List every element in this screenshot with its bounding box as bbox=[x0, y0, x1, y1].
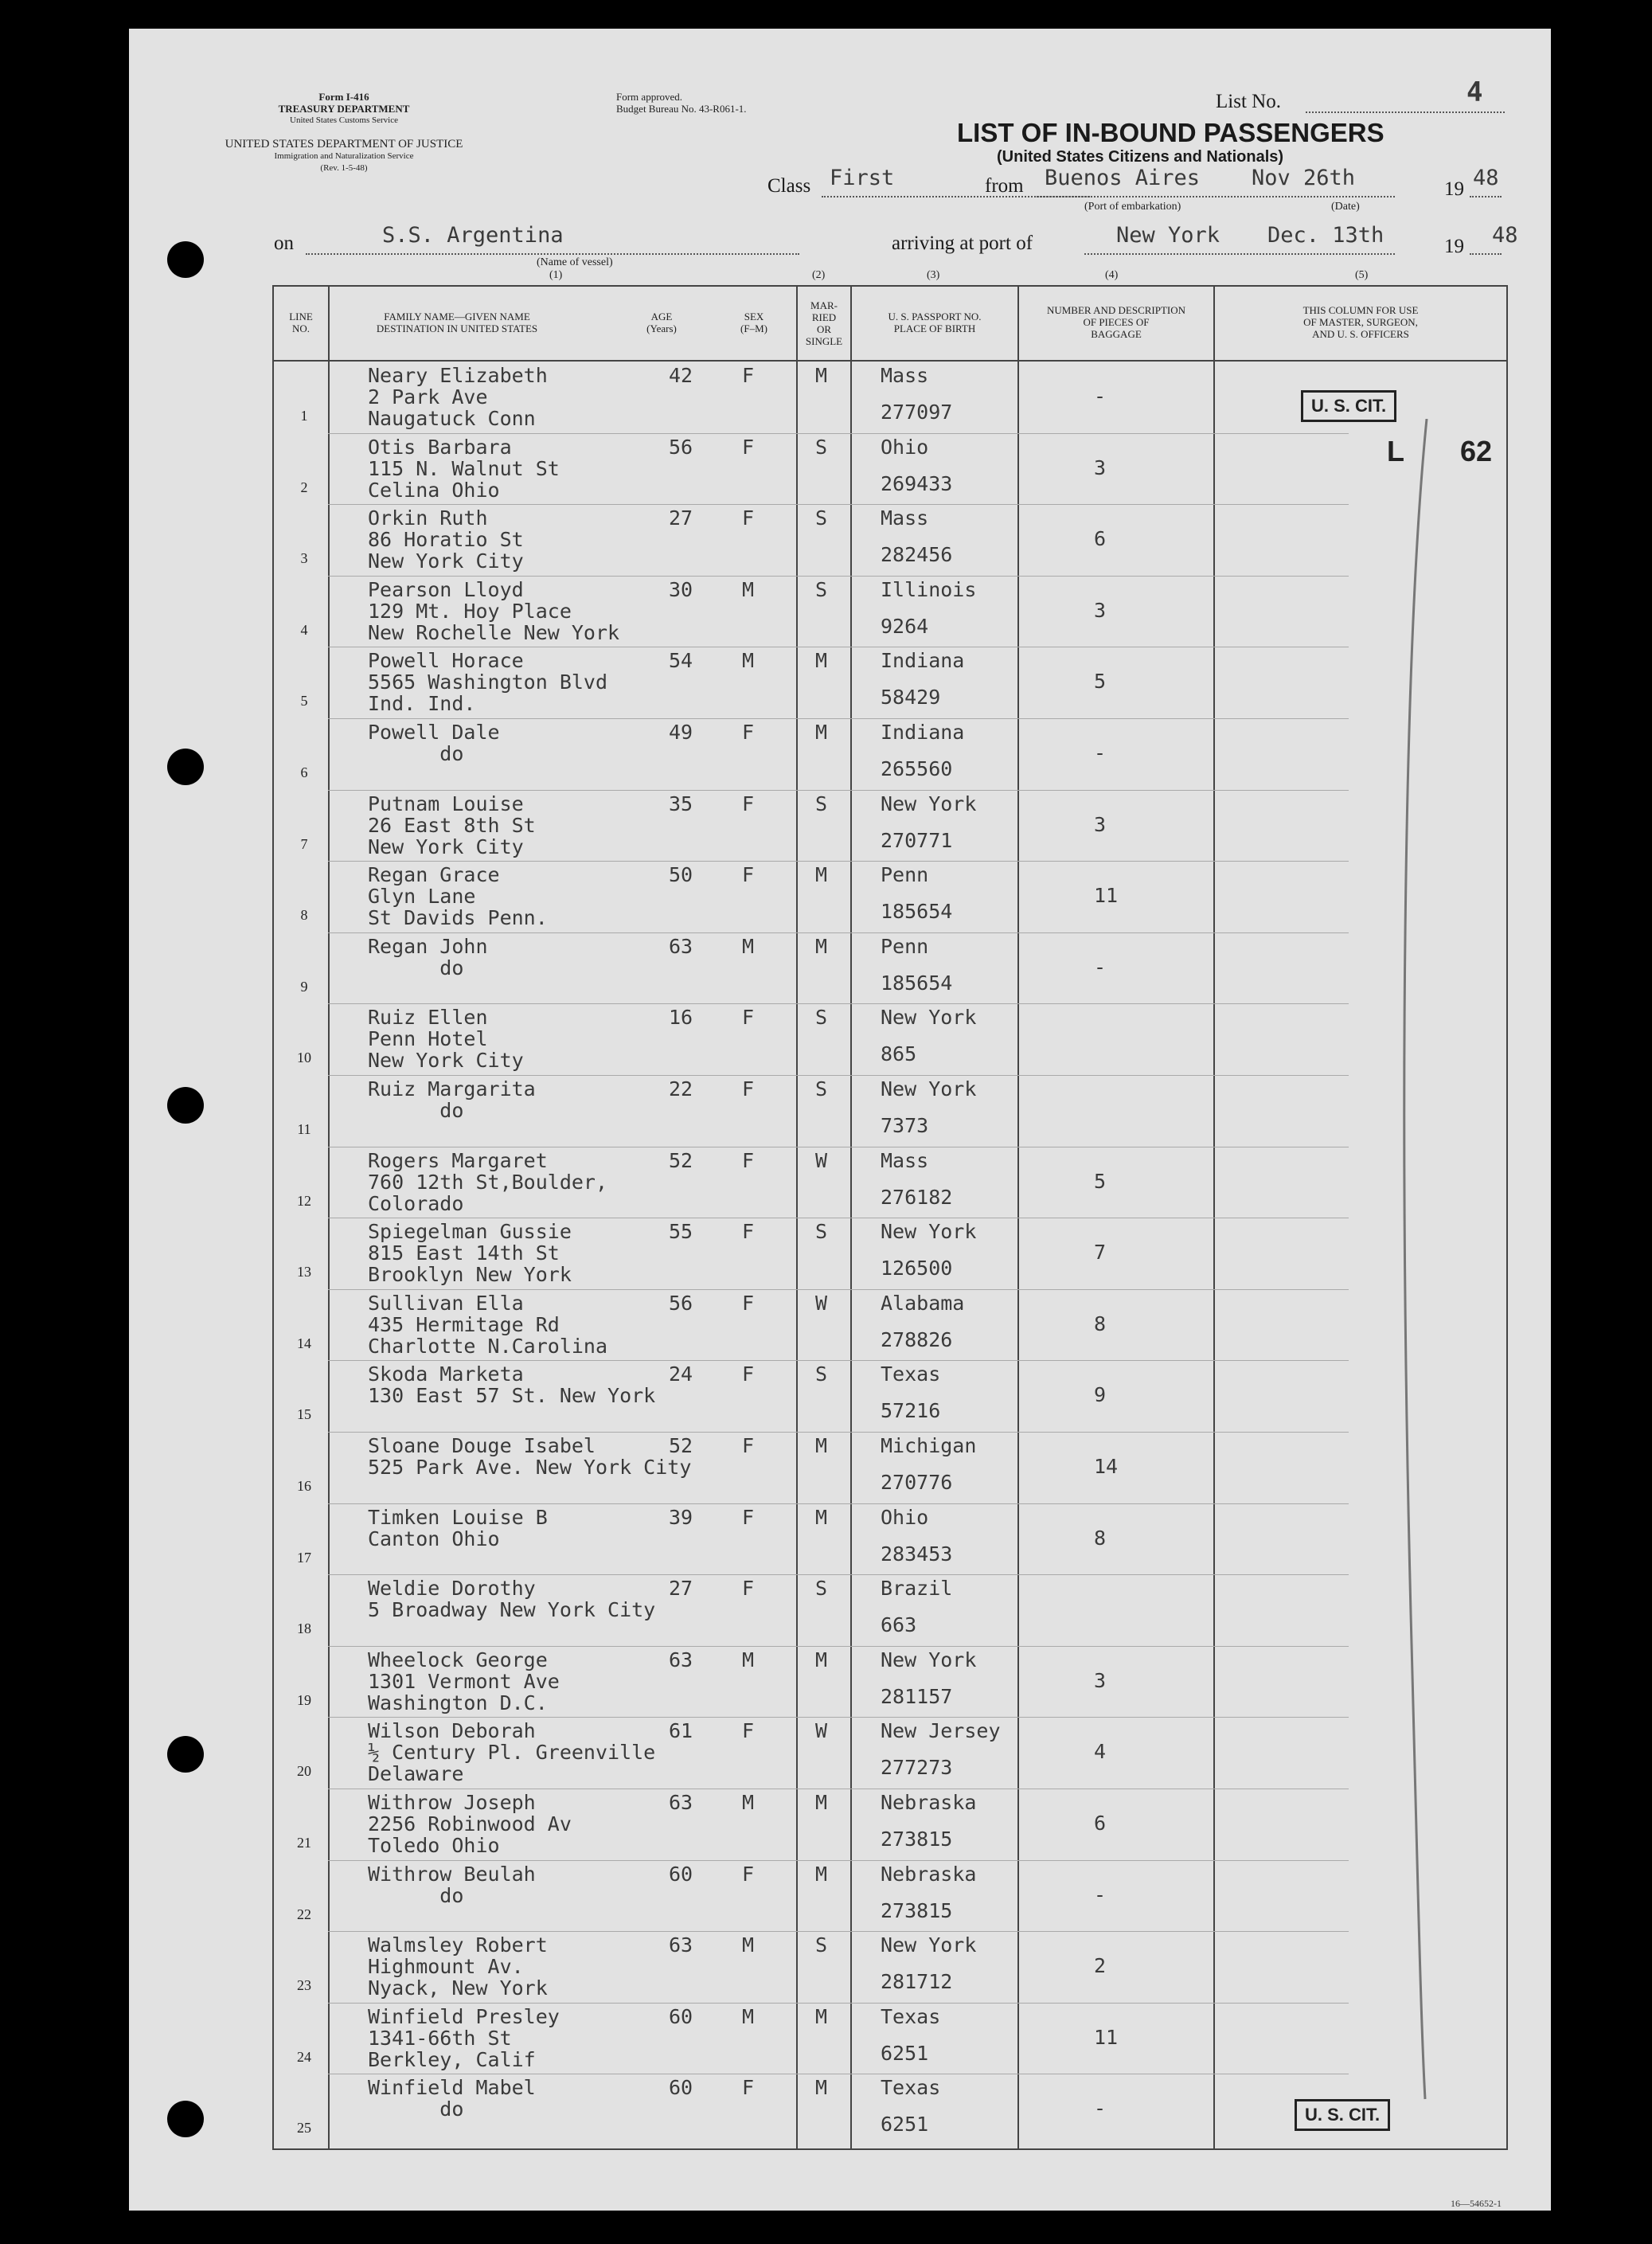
passenger-sex: F bbox=[742, 1434, 755, 1457]
passenger-age: 27 bbox=[669, 1577, 693, 1601]
line-number: 25 bbox=[297, 2120, 311, 2136]
col-header-age: AGE (Years) bbox=[646, 311, 677, 334]
row-divider bbox=[328, 433, 1349, 434]
passport-number: 277273 bbox=[881, 1756, 953, 1780]
passenger-name: Winfield Presley 1341-66th St Berkley, Calif bbox=[368, 2004, 560, 2071]
place-of-birth: Ohio bbox=[881, 1505, 929, 1529]
line-number: 12 bbox=[297, 1192, 311, 1209]
passenger-sex: F bbox=[742, 792, 755, 815]
passenger-age: 52 bbox=[669, 1434, 693, 1457]
stamp-count: 62 bbox=[1460, 435, 1493, 467]
baggage-count: 6 bbox=[1094, 1812, 1107, 1835]
baggage-count: 2 bbox=[1094, 1954, 1107, 1978]
passenger-name: Withrow Beulah do bbox=[368, 1862, 536, 1907]
row-divider bbox=[328, 718, 1349, 719]
line-number: 24 bbox=[297, 2048, 311, 2065]
place-of-birth: Mass bbox=[881, 506, 929, 530]
passenger-age: 56 bbox=[669, 435, 693, 459]
baggage-count: - bbox=[1094, 741, 1107, 764]
col-header-officers: THIS COLUMN FOR USE OF MASTER, SURGEON, AND U. S. OFFICERS bbox=[1302, 304, 1419, 340]
list-no-label: List No. bbox=[1216, 91, 1281, 112]
line-number: 22 bbox=[297, 1906, 311, 1922]
manifest-page bbox=[129, 29, 1551, 2211]
passenger-age: 63 bbox=[669, 1648, 693, 1671]
marital-status: S bbox=[815, 1933, 828, 1957]
place-of-birth: Nebraska bbox=[881, 1862, 977, 1886]
passenger-sex: M bbox=[742, 649, 755, 673]
baggage-count: - bbox=[1094, 385, 1107, 408]
col-header-sex: SEX (F–M) bbox=[740, 311, 767, 334]
passenger-sex: M bbox=[742, 577, 755, 601]
place-of-birth: New York bbox=[881, 1077, 977, 1100]
marital-status: M bbox=[815, 2004, 828, 2028]
passenger-age: 49 bbox=[669, 721, 693, 744]
line-number: 3 bbox=[300, 550, 308, 567]
binder-hole bbox=[167, 2101, 204, 2137]
col-num-3: (3) bbox=[927, 269, 940, 281]
place-of-birth: Penn bbox=[881, 934, 929, 958]
passport-number: 57216 bbox=[881, 1399, 941, 1423]
row-divider bbox=[328, 1432, 1349, 1433]
on-label: on bbox=[274, 233, 294, 254]
passport-number: 283453 bbox=[881, 1542, 953, 1566]
col-header-passport: U. S. PASSPORT NO. PLACE OF BIRTH bbox=[888, 311, 982, 334]
passenger-name: Neary Elizabeth 2 Park Ave Naugatuck Conn bbox=[368, 364, 548, 430]
form-dept: TREASURY DEPARTMENT bbox=[278, 103, 410, 115]
line-number: 10 bbox=[297, 1050, 311, 1066]
passenger-sex: F bbox=[742, 1006, 755, 1030]
passenger-name: Regan Grace Glyn Lane St Davids Penn. bbox=[368, 863, 548, 930]
passenger-sex: M bbox=[742, 1648, 755, 1671]
passenger-name: Orkin Ruth 86 Horatio St New York City bbox=[368, 506, 524, 573]
marital-status: M bbox=[815, 1505, 828, 1529]
col-header-line: LINE NO. bbox=[289, 311, 313, 334]
passenger-age: 61 bbox=[669, 1719, 693, 1743]
place-of-birth: Alabama bbox=[881, 1291, 965, 1315]
baggage-count: 8 bbox=[1094, 1312, 1107, 1335]
passenger-sex: F bbox=[742, 2076, 755, 2100]
marital-status: M bbox=[815, 2076, 828, 2100]
date-caption: (Date) bbox=[1331, 201, 1360, 213]
place-of-birth: Mass bbox=[881, 364, 929, 387]
col-header-married: MAR- RIED OR SINGLE bbox=[805, 299, 843, 347]
form-number: Form I-416 bbox=[318, 91, 369, 103]
passenger-name: Otis Barbara 115 N. Walnut St Celina Ohio bbox=[368, 435, 560, 502]
baggage-count: 5 bbox=[1094, 670, 1107, 694]
binder-hole bbox=[167, 749, 204, 785]
passenger-name: Powell Dale do bbox=[368, 721, 500, 765]
port-embark-caption: (Port of embarkation) bbox=[1084, 201, 1181, 213]
passenger-sex: F bbox=[742, 1077, 755, 1100]
row-divider bbox=[328, 1503, 1349, 1504]
place-of-birth: Texas bbox=[881, 2076, 941, 2100]
row-divider bbox=[328, 1289, 1349, 1290]
line-number: 16 bbox=[297, 1478, 311, 1494]
baggage-count: - bbox=[1094, 1882, 1107, 1906]
passenger-name: Pearson Lloyd 129 Mt. Hoy Place New Rochelle New York bbox=[368, 577, 620, 644]
line-number: 1 bbox=[300, 408, 308, 424]
passenger-age: 60 bbox=[669, 2076, 693, 2100]
place-of-birth: New York bbox=[881, 1648, 977, 1671]
row-divider bbox=[328, 1646, 1349, 1647]
place-of-birth: Penn bbox=[881, 863, 929, 887]
marital-status: S bbox=[815, 577, 828, 601]
line-number: 9 bbox=[300, 978, 308, 995]
line-number: 2 bbox=[300, 479, 308, 495]
passport-number: 281712 bbox=[881, 1970, 953, 1994]
passport-number: 270776 bbox=[881, 1471, 953, 1494]
col-num-5: (5) bbox=[1355, 269, 1369, 281]
marital-status: M bbox=[815, 934, 828, 958]
passenger-age: 24 bbox=[669, 1362, 693, 1386]
form-budget: Budget Bureau No. 43-R061-1. bbox=[616, 103, 747, 115]
passenger-age: 39 bbox=[669, 1505, 693, 1529]
vessel-caption: (Name of vessel) bbox=[537, 256, 613, 268]
passenger-sex: M bbox=[742, 1933, 755, 1957]
line-number: 13 bbox=[297, 1264, 311, 1280]
row-divider bbox=[328, 1931, 1349, 1932]
arrival-port: New York bbox=[1116, 223, 1220, 248]
passenger-name: Spiegelman Gussie 815 East 14th St Brooklyn New York bbox=[368, 1220, 572, 1287]
passenger-age: 63 bbox=[669, 934, 693, 958]
line-number: 6 bbox=[300, 764, 308, 780]
passenger-age: 56 bbox=[669, 1291, 693, 1315]
passport-number: 185654 bbox=[881, 900, 953, 924]
passport-number: 185654 bbox=[881, 971, 953, 995]
line-number: 5 bbox=[300, 693, 308, 710]
list-number: 4 bbox=[1466, 76, 1483, 108]
vessel-name: S.S. Argentina bbox=[382, 223, 564, 248]
arrival-date: Dec. 13th bbox=[1267, 223, 1384, 248]
passenger-sex: F bbox=[742, 1148, 755, 1172]
passenger-age: 42 bbox=[669, 364, 693, 387]
passenger-name: Sullivan Ella 435 Hermitage Rd Charlotte N.Carolina bbox=[368, 1291, 608, 1358]
baggage-count: 11 bbox=[1094, 2025, 1119, 2049]
baggage-count: 3 bbox=[1094, 598, 1107, 622]
passport-number: 126500 bbox=[881, 1257, 953, 1280]
passenger-name: Winfield Mabel do bbox=[368, 2076, 536, 2121]
line-number: 4 bbox=[300, 621, 308, 638]
passenger-name: Ruiz Ellen Penn Hotel New York City bbox=[368, 1006, 524, 1073]
passenger-age: 54 bbox=[669, 649, 693, 673]
col-num-4: (4) bbox=[1105, 269, 1119, 281]
marital-status: M bbox=[815, 364, 828, 387]
place-of-birth: Brazil bbox=[881, 1577, 953, 1601]
form-customs: United States Customs Service bbox=[290, 115, 398, 125]
col-num-2: (2) bbox=[812, 269, 826, 281]
passenger-age: 50 bbox=[669, 863, 693, 887]
passenger-name: Putnam Louise 26 East 8th St New York City bbox=[368, 792, 536, 858]
line-number: 19 bbox=[297, 1691, 311, 1708]
form-ins: Immigration and Naturalization Service bbox=[274, 151, 414, 161]
baggage-count: 9 bbox=[1094, 1383, 1107, 1407]
passenger-age: 16 bbox=[669, 1006, 693, 1030]
passenger-sex: F bbox=[742, 506, 755, 530]
arrival-year: 48 bbox=[1492, 223, 1518, 248]
baggage-count: - bbox=[1094, 2097, 1107, 2121]
passenger-name: Weldie Dorothy 5 Broadway New York City bbox=[368, 1577, 656, 1622]
passenger-sex: F bbox=[742, 1220, 755, 1244]
passenger-age: 63 bbox=[669, 1933, 693, 1957]
passport-number: 269433 bbox=[881, 471, 953, 495]
row-divider bbox=[328, 1360, 1349, 1361]
passport-number: 273815 bbox=[881, 1898, 953, 1922]
place-of-birth: Texas bbox=[881, 2004, 941, 2028]
passport-number: 663 bbox=[881, 1613, 917, 1637]
class-value: First bbox=[830, 166, 895, 190]
passenger-name: Withrow Joseph 2256 Robinwood Av Toledo Ohio bbox=[368, 1791, 572, 1857]
passport-number: 6251 bbox=[881, 2113, 929, 2136]
row-divider bbox=[328, 1717, 1349, 1718]
marital-status: S bbox=[815, 435, 828, 459]
marital-status: M bbox=[815, 1791, 828, 1814]
year-prefix-2: 19 bbox=[1444, 236, 1464, 257]
passport-number: 265560 bbox=[881, 757, 953, 780]
row-divider bbox=[328, 2003, 1349, 2004]
passenger-name: Timken Louise B Canton Ohio bbox=[368, 1505, 548, 1550]
passenger-name: Regan John do bbox=[368, 934, 488, 979]
passenger-name: Powell Horace 5565 Washington Blvd Ind. Ind. bbox=[368, 649, 608, 716]
col-header-baggage: NUMBER AND DESCRIPTION OF PIECES OF BAGGAGE bbox=[1046, 304, 1186, 340]
passenger-sex: M bbox=[742, 2004, 755, 2028]
passenger-sex: F bbox=[742, 1362, 755, 1386]
marital-status: M bbox=[815, 1648, 828, 1671]
marital-status: S bbox=[815, 1006, 828, 1030]
form-justice-block bbox=[177, 139, 511, 174]
place-of-birth: Indiana bbox=[881, 649, 965, 673]
marital-status: W bbox=[815, 1291, 828, 1315]
passenger-sex: F bbox=[742, 1505, 755, 1529]
baggage-count: 3 bbox=[1094, 455, 1107, 479]
row-divider bbox=[328, 1003, 1349, 1004]
line-number: 23 bbox=[297, 1977, 311, 1994]
row-divider bbox=[328, 1075, 1349, 1076]
place-of-birth: New York bbox=[881, 1220, 977, 1244]
baggage-count: 3 bbox=[1094, 1668, 1107, 1692]
passport-number: 9264 bbox=[881, 614, 929, 638]
baggage-count: 8 bbox=[1094, 1526, 1107, 1550]
line-number: 18 bbox=[297, 1620, 311, 1637]
passport-number: 6251 bbox=[881, 2041, 929, 2065]
page-subtitle: (United States Citizens and Nationals) bbox=[997, 148, 1284, 166]
marital-status: S bbox=[815, 1220, 828, 1244]
place-of-birth: New York bbox=[881, 792, 977, 815]
col-num-1: (1) bbox=[549, 269, 563, 281]
class-label: Class bbox=[767, 175, 811, 197]
marital-status: S bbox=[815, 792, 828, 815]
line-number: 14 bbox=[297, 1335, 311, 1351]
passport-number: 281157 bbox=[881, 1684, 953, 1708]
passenger-sex: F bbox=[742, 1291, 755, 1315]
place-of-birth: Nebraska bbox=[881, 1791, 977, 1814]
row-divider bbox=[328, 932, 1349, 933]
passport-number: 58429 bbox=[881, 686, 941, 710]
baggage-count: 14 bbox=[1094, 1455, 1119, 1478]
line-number: 8 bbox=[300, 907, 308, 924]
passenger-sex: F bbox=[742, 721, 755, 744]
passenger-sex: F bbox=[742, 863, 755, 887]
passport-number: 277097 bbox=[881, 401, 953, 424]
passport-number: 273815 bbox=[881, 1828, 953, 1851]
place-of-birth: Texas bbox=[881, 1362, 941, 1386]
us-cit-stamp-bottom: U. S. CIT. bbox=[1295, 2099, 1390, 2131]
passenger-name: Sloane Douge Isabel 525 Park Ave. New York City bbox=[368, 1434, 692, 1479]
marital-status: S bbox=[815, 1362, 828, 1386]
from-label: from bbox=[985, 175, 1024, 197]
passport-number: 270771 bbox=[881, 828, 953, 852]
passport-number: 865 bbox=[881, 1042, 917, 1066]
marital-status: M bbox=[815, 863, 828, 887]
line-number: 11 bbox=[297, 1121, 311, 1137]
marital-status: M bbox=[815, 649, 828, 673]
baggage-count: 3 bbox=[1094, 812, 1107, 836]
pencil-mark bbox=[1403, 419, 1435, 2107]
passenger-age: 55 bbox=[669, 1220, 693, 1244]
passenger-name: Walmsley Robert Highmount Av. Nyack, New York bbox=[368, 1933, 548, 2000]
line-number: 15 bbox=[297, 1406, 311, 1423]
row-divider bbox=[328, 1574, 1349, 1575]
row-divider bbox=[328, 576, 1349, 577]
form-info bbox=[225, 91, 463, 127]
baggage-count: 7 bbox=[1094, 1241, 1107, 1265]
passenger-name: Skoda Marketa 130 East 57 St. New York bbox=[368, 1362, 656, 1408]
us-cit-stamp-top: U. S. CIT. bbox=[1301, 390, 1396, 422]
passport-number: 278826 bbox=[881, 1327, 953, 1351]
passenger-sex: F bbox=[742, 1862, 755, 1886]
passenger-sex: M bbox=[742, 934, 755, 958]
baggage-count: - bbox=[1094, 955, 1107, 979]
passenger-age: 52 bbox=[669, 1148, 693, 1172]
line-number: 21 bbox=[297, 1835, 311, 1851]
col-header-name: FAMILY NAME—GIVEN NAME DESTINATION IN UNITED STATES bbox=[376, 311, 538, 334]
passenger-age: 30 bbox=[669, 577, 693, 601]
passenger-sex: M bbox=[742, 1791, 755, 1814]
baggage-count: 11 bbox=[1094, 884, 1119, 908]
marital-status: M bbox=[815, 1862, 828, 1886]
port-of-embarkation: Buenos Aires bbox=[1045, 166, 1201, 190]
binder-hole bbox=[167, 241, 204, 278]
stamp-prefix: L bbox=[1387, 435, 1404, 467]
passport-number: 276182 bbox=[881, 1185, 953, 1209]
row-divider bbox=[328, 1860, 1349, 1861]
place-of-birth: Illinois bbox=[881, 577, 977, 601]
row-divider bbox=[328, 861, 1349, 862]
place-of-birth: Michigan bbox=[881, 1434, 977, 1457]
passenger-name: Wilson Deborah ½ Century Pl. Greenville Delaware bbox=[368, 1719, 656, 1786]
passenger-age: 60 bbox=[669, 2004, 693, 2028]
marital-status: M bbox=[815, 1434, 828, 1457]
passenger-sex: F bbox=[742, 1577, 755, 1601]
passport-number: 7373 bbox=[881, 1114, 929, 1137]
binder-hole bbox=[167, 1736, 204, 1773]
passenger-age: 22 bbox=[669, 1077, 693, 1100]
passenger-sex: F bbox=[742, 435, 755, 459]
footer-code: 16—54652-1 bbox=[1451, 2198, 1502, 2209]
passenger-sex: F bbox=[742, 364, 755, 387]
place-of-birth: Indiana bbox=[881, 721, 965, 744]
passenger-sex: F bbox=[742, 1719, 755, 1743]
place-of-birth: New Jersey bbox=[881, 1719, 1001, 1743]
embarkation-date: Nov 26th bbox=[1252, 166, 1356, 190]
binder-hole bbox=[167, 1087, 204, 1124]
place-of-birth: Ohio bbox=[881, 435, 929, 459]
place-of-birth: New York bbox=[881, 1933, 977, 1957]
marital-status: S bbox=[815, 1077, 828, 1100]
line-number: 20 bbox=[297, 1763, 311, 1780]
line-number: 7 bbox=[300, 835, 308, 852]
passenger-age: 60 bbox=[669, 1862, 693, 1886]
form-rev: (Rev. 1-5-48) bbox=[320, 163, 368, 173]
baggage-count: 5 bbox=[1094, 1169, 1107, 1193]
form-approved: Form approved. bbox=[616, 91, 683, 103]
arriving-label: arriving at port of bbox=[892, 233, 1033, 254]
passenger-age: 27 bbox=[669, 506, 693, 530]
place-of-birth: New York bbox=[881, 1006, 977, 1030]
passport-number: 282456 bbox=[881, 543, 953, 567]
passenger-age: 35 bbox=[669, 792, 693, 815]
baggage-count: 6 bbox=[1094, 527, 1107, 551]
form-justice: UNITED STATES DEPARTMENT OF JUSTICE bbox=[225, 138, 463, 151]
year-prefix-1: 19 bbox=[1444, 178, 1464, 200]
passenger-name: Wheelock George 1301 Vermont Ave Washington D.C. bbox=[368, 1648, 560, 1714]
marital-status: W bbox=[815, 1719, 828, 1743]
marital-status: M bbox=[815, 721, 828, 744]
marital-status: S bbox=[815, 506, 828, 530]
line-number: 17 bbox=[297, 1549, 311, 1566]
baggage-count: 4 bbox=[1094, 1740, 1107, 1764]
row-divider bbox=[328, 504, 1349, 505]
passenger-age: 63 bbox=[669, 1791, 693, 1814]
row-divider bbox=[328, 790, 1349, 791]
passenger-name: Rogers Margaret 760 12th St,Boulder, Colorado bbox=[368, 1148, 608, 1215]
marital-status: S bbox=[815, 1577, 828, 1601]
form-approval bbox=[616, 91, 831, 115]
marital-status: W bbox=[815, 1148, 828, 1172]
place-of-birth: Mass bbox=[881, 1148, 929, 1172]
passenger-name: Ruiz Margarita do bbox=[368, 1077, 536, 1122]
embarkation-year: 48 bbox=[1473, 166, 1499, 190]
page-title: LIST OF IN-BOUND PASSENGERS bbox=[957, 118, 1384, 147]
